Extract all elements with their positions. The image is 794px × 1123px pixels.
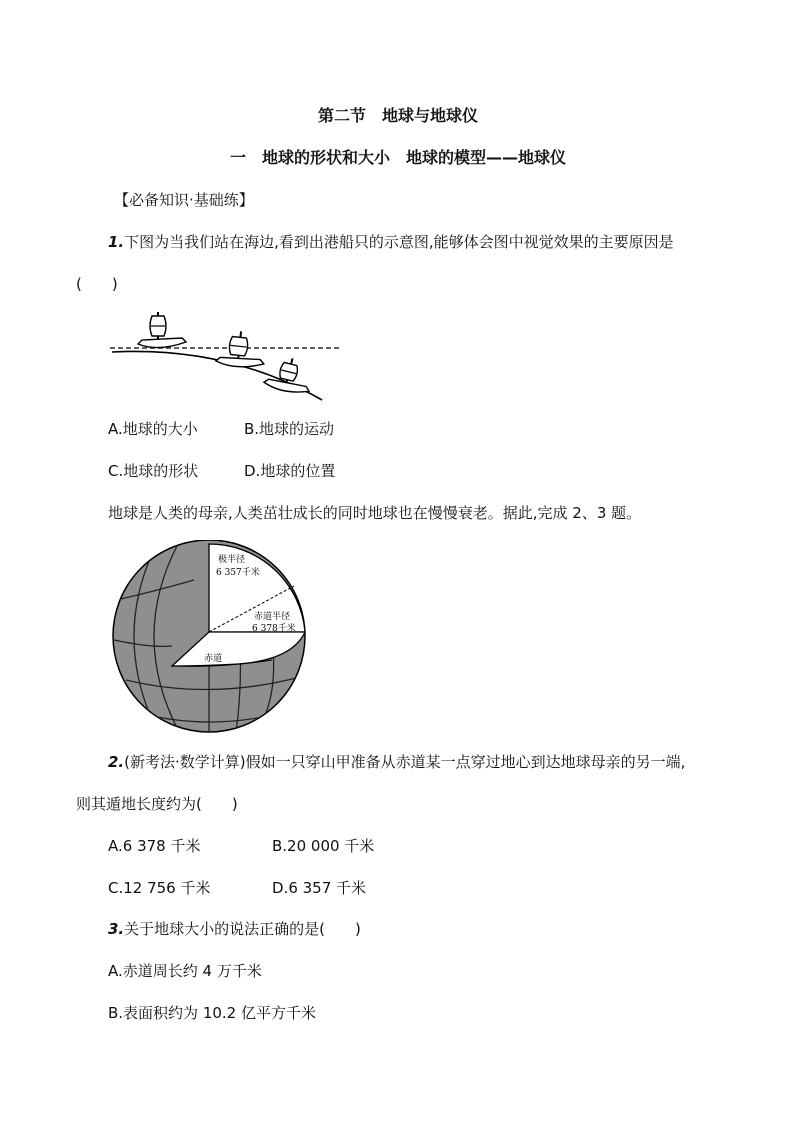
- ship-2: [215, 329, 266, 369]
- q1-stem-text: 下图为当我们站在海边,看到出港船只的示意图,能够体会图中视觉效果的主要原因是: [124, 233, 674, 251]
- q1-option-c[interactable]: C.地球的形状: [108, 462, 199, 480]
- polar-value: 6 357千米: [216, 568, 260, 578]
- ship-3: [263, 353, 316, 397]
- q2-option-c[interactable]: C.12 756 千米: [108, 879, 211, 897]
- polar-label: 极半径: [218, 555, 246, 565]
- q2-option-a[interactable]: A.6 378 千米: [108, 837, 201, 855]
- q1-option-d[interactable]: D.地球的位置: [244, 462, 336, 480]
- q3-stem: [108, 919, 361, 939]
- q1-stem-line1: [108, 232, 674, 252]
- q2-stem-line2: 则其遁地长度约为( ): [76, 795, 238, 813]
- q3-option-a[interactable]: A.赤道周长约 4 万千米: [108, 962, 262, 980]
- intro-q2-q3: 地球是人类的母亲,人类茁壮成长的同时地球也在慢慢衰老。据此,完成 2、3 题。: [108, 504, 642, 522]
- section-title: 第二节 地球与地球仪: [318, 106, 479, 125]
- ship-figure: [108, 306, 348, 406]
- globe-figure: [112, 540, 312, 740]
- q1-option-a[interactable]: A.地球的大小: [108, 420, 198, 438]
- practice-header: 【必备知识·基础练】: [114, 191, 254, 209]
- q2-stem-text: (新考法·数学计算)假如一只穿山甲准备从赤道某一点穿过地心到达地球母亲的另一端,: [124, 753, 686, 771]
- equatorial-value: 6 378千米: [252, 624, 296, 634]
- q3-number: 3.: [108, 920, 125, 938]
- ship-1: [138, 312, 186, 348]
- q1-stem-line2: ( ): [76, 275, 118, 293]
- q1-option-b[interactable]: B.地球的运动: [244, 420, 335, 438]
- q3-option-b[interactable]: B.表面积约为 10.2 亿平方千米: [108, 1004, 316, 1022]
- q1-number: 1.: [108, 233, 125, 251]
- q2-stem-line1: [108, 752, 685, 772]
- q2-number: 2.: [108, 753, 125, 771]
- q2-option-d[interactable]: D.6 357 千米: [272, 879, 367, 897]
- equatorial-label: 赤道半径: [254, 612, 291, 622]
- equator-label: 赤道: [204, 654, 223, 664]
- q3-stem-text: 关于地球大小的说法正确的是( ): [124, 920, 361, 938]
- q2-option-b[interactable]: B.20 000 千米: [272, 837, 375, 855]
- subsection-title: 一 地球的形状和大小 地球的模型——地球仪: [230, 148, 567, 167]
